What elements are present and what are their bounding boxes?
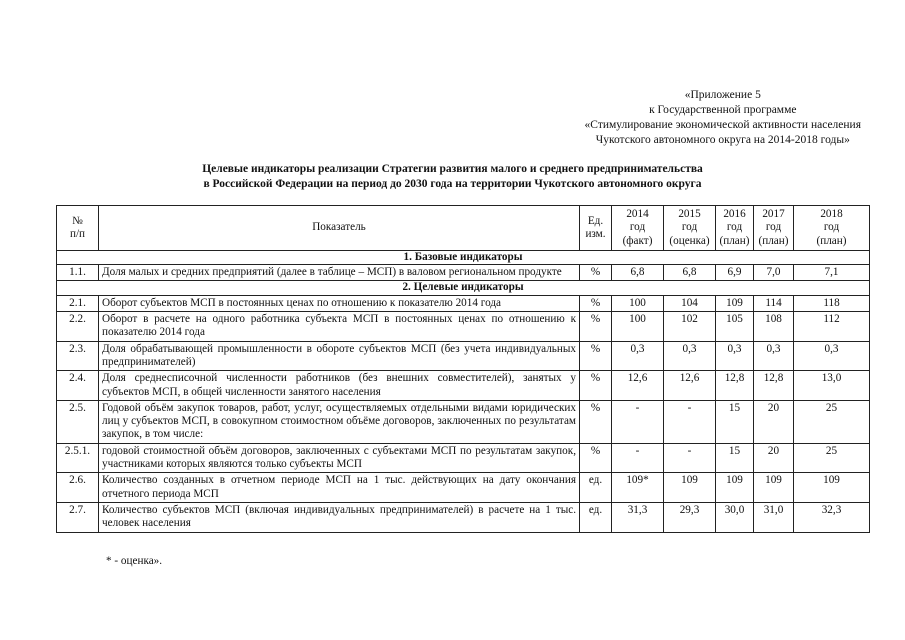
- header-num: [57, 206, 99, 251]
- row-unit: %: [580, 295, 612, 311]
- header-unit-line: изм.: [585, 227, 606, 240]
- header-year-line: 2017: [762, 208, 785, 220]
- row-value-2015: 102: [664, 312, 716, 342]
- header-row: [57, 206, 870, 251]
- table-row: [57, 371, 870, 401]
- row-value-2015: -: [664, 400, 716, 443]
- row-value-2018: 109: [794, 473, 870, 503]
- row-indicator: Оборот в расчете на одного работника субъекта МСП в постоянных ценах по отношению к показателю 2014 года: [99, 312, 580, 342]
- header-year-line: год: [823, 221, 840, 234]
- row-value-2014: 6,8: [612, 265, 664, 281]
- header-year-line: год: [726, 221, 743, 234]
- row-value-2014: -: [612, 400, 664, 443]
- table-row: [57, 400, 870, 443]
- header-num-line: п/п: [69, 227, 86, 240]
- row-value-2018: 25: [794, 443, 870, 473]
- row-num: 2.4.: [57, 371, 99, 401]
- header-year-2014: [612, 206, 664, 251]
- row-value-2015: 109: [664, 473, 716, 503]
- header-year-line: (план): [816, 234, 847, 247]
- row-unit: %: [580, 400, 612, 443]
- header-year-line: (оценка): [669, 234, 710, 247]
- row-value-2016: 0,3: [716, 341, 754, 371]
- row-value-2016: 6,9: [716, 265, 754, 281]
- table-row: [57, 265, 870, 281]
- row-value-2014: 109*: [612, 473, 664, 503]
- row-value-2016: 12,8: [716, 371, 754, 401]
- header-year-line: 2018: [820, 208, 843, 220]
- row-value-2017: 108: [754, 312, 794, 342]
- row-indicator: Количество субъектов МСП (включая индивидуальных предпринимателей) в расчете на 1 тыс. человек населения: [99, 502, 580, 532]
- table-row: [57, 473, 870, 503]
- appendix-line: «Приложение 5: [684, 89, 761, 101]
- header-year-line: (план): [758, 234, 789, 247]
- header-year-line: год: [629, 221, 646, 234]
- row-num: 2.6.: [57, 473, 99, 503]
- row-value-2015: 104: [664, 295, 716, 311]
- row-value-2018: 13,0: [794, 371, 870, 401]
- header-year-2018: [794, 206, 870, 251]
- row-unit: %: [580, 265, 612, 281]
- header-year-line: 2015: [678, 208, 701, 220]
- appendix-line: к Государственной программе: [649, 104, 797, 116]
- row-indicator: Доля обрабатывающей промышленности в обороте субъектов МСП (без учета индивидуальных предпринимателей): [99, 341, 580, 371]
- section-row-base: [57, 250, 870, 264]
- table-row: [57, 341, 870, 371]
- header-year-line: 2016: [723, 208, 746, 220]
- title-line-1: Целевые индикаторы реализации Стратегии развития малого и среднего предпринимательства: [202, 163, 703, 175]
- table-row: [57, 502, 870, 532]
- row-value-2014: 0,3: [612, 341, 664, 371]
- row-num: 2.3.: [57, 341, 99, 371]
- row-value-2017: 20: [754, 400, 794, 443]
- appendix-line: Чукотского автономного округа на 2014-2018 годы»: [595, 134, 850, 146]
- row-value-2015: 0,3: [664, 341, 716, 371]
- row-indicator: Доля среднесписочной численности работников (без внешних совместителей), занятых у субъектов МСП, в общей численности занятого населения: [99, 371, 580, 401]
- row-num: 2.1.: [57, 295, 99, 311]
- row-value-2018: 25: [794, 400, 870, 443]
- table-row: [57, 312, 870, 342]
- row-value-2015: 6,8: [664, 265, 716, 281]
- row-value-2015: -: [664, 443, 716, 473]
- header-year-line: 2014: [626, 208, 649, 220]
- row-num: 2.5.1.: [57, 443, 99, 473]
- row-value-2018: 0,3: [794, 341, 870, 371]
- title-line-2: в Российской Федерации на период до 2030 года на территории Чукотского автономного округа: [203, 178, 702, 190]
- row-value-2016: 109: [716, 295, 754, 311]
- row-value-2016: 109: [716, 473, 754, 503]
- header-unit-line: Ед.: [587, 214, 604, 227]
- row-num: 1.1.: [57, 265, 99, 281]
- row-indicator: Годовой объём закупок товаров, работ, услуг, осуществляемых отдельными видами юридических лиц у субъектов МСП, в совокупном стоимостном объёме договоров, заключенных по результатам закупок, в том числе:: [99, 400, 580, 443]
- row-value-2017: 20: [754, 443, 794, 473]
- row-value-2018: 118: [794, 295, 870, 311]
- row-num: 2.2.: [57, 312, 99, 342]
- row-indicator: Количество созданных в отчетном периоде МСП на 1 тыс. действующих на дату окончания отчетного периода МСП: [99, 473, 580, 503]
- header-year-line: (план): [719, 234, 750, 247]
- row-value-2014: 100: [612, 312, 664, 342]
- row-unit: %: [580, 443, 612, 473]
- row-value-2018: 112: [794, 312, 870, 342]
- row-num: 2.5.: [57, 400, 99, 443]
- section-row-target: [57, 281, 870, 295]
- appendix-line: «Стимулирование экономической активности населения: [584, 119, 861, 131]
- footnote: * - оценка».: [106, 555, 163, 567]
- row-num: 2.7.: [57, 502, 99, 532]
- row-value-2018: 7,1: [794, 265, 870, 281]
- row-value-2014: 12,6: [612, 371, 664, 401]
- row-value-2014: -: [612, 443, 664, 473]
- row-value-2017: 12,8: [754, 371, 794, 401]
- header-year-line: год: [681, 221, 698, 234]
- row-unit: ед.: [580, 502, 612, 532]
- table-row: [57, 443, 870, 473]
- row-value-2016: 30,0: [716, 502, 754, 532]
- section-title: 1. Базовые индикаторы: [57, 250, 870, 264]
- header-year-2016: [716, 206, 754, 251]
- row-value-2017: 109: [754, 473, 794, 503]
- row-unit: %: [580, 371, 612, 401]
- row-unit: %: [580, 312, 612, 342]
- header-year-2015: [664, 206, 716, 251]
- row-value-2014: 100: [612, 295, 664, 311]
- row-value-2015: 12,6: [664, 371, 716, 401]
- row-unit: ед.: [580, 473, 612, 503]
- row-value-2016: 15: [716, 443, 754, 473]
- row-indicator: Оборот субъектов МСП в постоянных ценах по отношению к показателю 2014 года: [99, 295, 580, 311]
- row-unit: %: [580, 341, 612, 371]
- section-title: 2. Целевые индикаторы: [57, 281, 870, 295]
- row-indicator: годовой стоимостной объём договоров, заключенных с субъектами МСП по результатам закупок, участниками которых являются только субъекты МСП: [99, 443, 580, 473]
- header-year-2017: [754, 206, 794, 251]
- row-value-2016: 105: [716, 312, 754, 342]
- row-value-2017: 114: [754, 295, 794, 311]
- header-year-line: год: [765, 221, 782, 234]
- header-indicator: Показатель: [99, 206, 580, 251]
- row-value-2014: 31,3: [612, 502, 664, 532]
- header-year-line: (факт): [622, 234, 653, 247]
- row-value-2015: 29,3: [664, 502, 716, 532]
- header-unit: [580, 206, 612, 251]
- document-title: [0, 162, 905, 192]
- row-value-2016: 15: [716, 400, 754, 443]
- row-value-2018: 32,3: [794, 502, 870, 532]
- row-indicator: Доля малых и средних предприятий (далее в таблице – МСП) в валовом региональном продукте: [99, 265, 580, 281]
- table-row: [57, 295, 870, 311]
- row-value-2017: 31,0: [754, 502, 794, 532]
- appendix-header: [585, 88, 861, 148]
- row-value-2017: 0,3: [754, 341, 794, 371]
- indicators-table: [56, 205, 870, 533]
- header-num-line: №: [72, 214, 83, 227]
- row-value-2017: 7,0: [754, 265, 794, 281]
